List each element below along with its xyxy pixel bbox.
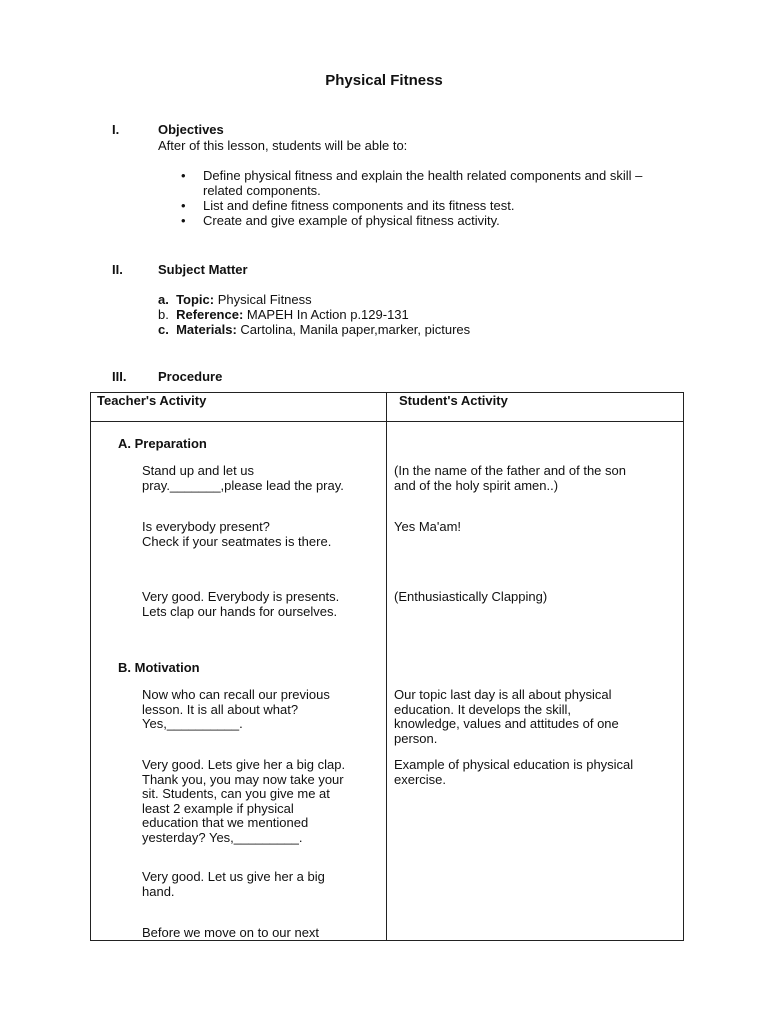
student-activity: Example of physical education is physical exercise.	[394, 757, 634, 787]
teacher-activity: Before we move on to our next	[142, 925, 320, 940]
teacher-activity: Stand up and let us pray._______,please lead the pray.	[142, 463, 344, 493]
letter-label: b.	[158, 307, 169, 322]
section-motivation: B. Motivation	[118, 660, 200, 675]
objectives-list	[181, 168, 681, 228]
page-title: Physical Fitness	[325, 72, 443, 89]
teacher-activity: Very good. Let us give her a big hand.	[142, 869, 325, 899]
student-activity: Our topic last day is all about physical education. It develops the skill, knowledge, values and attitudes of one person.	[394, 687, 619, 746]
teacher-activity: Now who can recall our previous lesson. It is all about what? Yes,__________.	[142, 687, 330, 731]
table-header-divider	[90, 421, 684, 422]
objectives-intro: After of this lesson, students will be able to:	[158, 138, 408, 153]
table-column-divider	[386, 392, 387, 941]
letter-label: c.	[158, 322, 169, 337]
subject-matter-reference	[158, 307, 409, 322]
field-value: Physical Fitness	[214, 292, 312, 307]
objective-item: • Create and give example of physical fitness activity.	[181, 213, 681, 228]
student-activity: (Enthusiastically Clapping)	[394, 589, 548, 604]
section-numeral-objectives: I.	[112, 122, 120, 137]
column-header-teacher: Teacher's Activity	[97, 393, 207, 408]
subject-matter-materials	[158, 322, 470, 337]
student-activity: (In the name of the father and of the son and of the holy spirit amen..)	[394, 463, 626, 493]
objective-item: • Define physical fitness and explain the health related components and skill – related components.	[181, 168, 681, 198]
column-header-student: Student's Activity	[399, 393, 508, 408]
letter-label: a.	[158, 292, 169, 307]
section-preparation: A. Preparation	[118, 436, 207, 451]
teacher-activity: Very good. Everybody is presents. Lets clap our hands for ourselves.	[142, 589, 340, 619]
field-label: Topic:	[176, 292, 215, 307]
field-label: Materials:	[176, 322, 237, 337]
field-value: Cartolina, Manila paper,marker, pictures	[236, 322, 471, 337]
subject-matter-topic	[158, 292, 312, 307]
section-numeral-procedure: III.	[112, 369, 127, 384]
subject-matter-heading: Subject Matter	[158, 262, 248, 277]
field-label: Reference:	[176, 307, 244, 322]
teacher-activity: Is everybody present? Check if your seatmates is there.	[142, 519, 332, 549]
student-activity: Yes Ma'am!	[394, 519, 462, 534]
objectives-heading: Objectives	[158, 122, 224, 137]
teacher-activity: Very good. Lets give her a big clap. Thank you, you may now take your sit. Students, can you give me at least 2 example if physical education that we mentioned yesterday? Yes,_________.	[142, 757, 346, 845]
procedure-heading: Procedure	[158, 369, 223, 384]
field-value: MAPEH In Action p.129-131	[243, 307, 409, 322]
section-numeral-subject-matter: II.	[112, 262, 123, 277]
objective-item: • List and define fitness components and its fitness test.	[181, 198, 681, 213]
